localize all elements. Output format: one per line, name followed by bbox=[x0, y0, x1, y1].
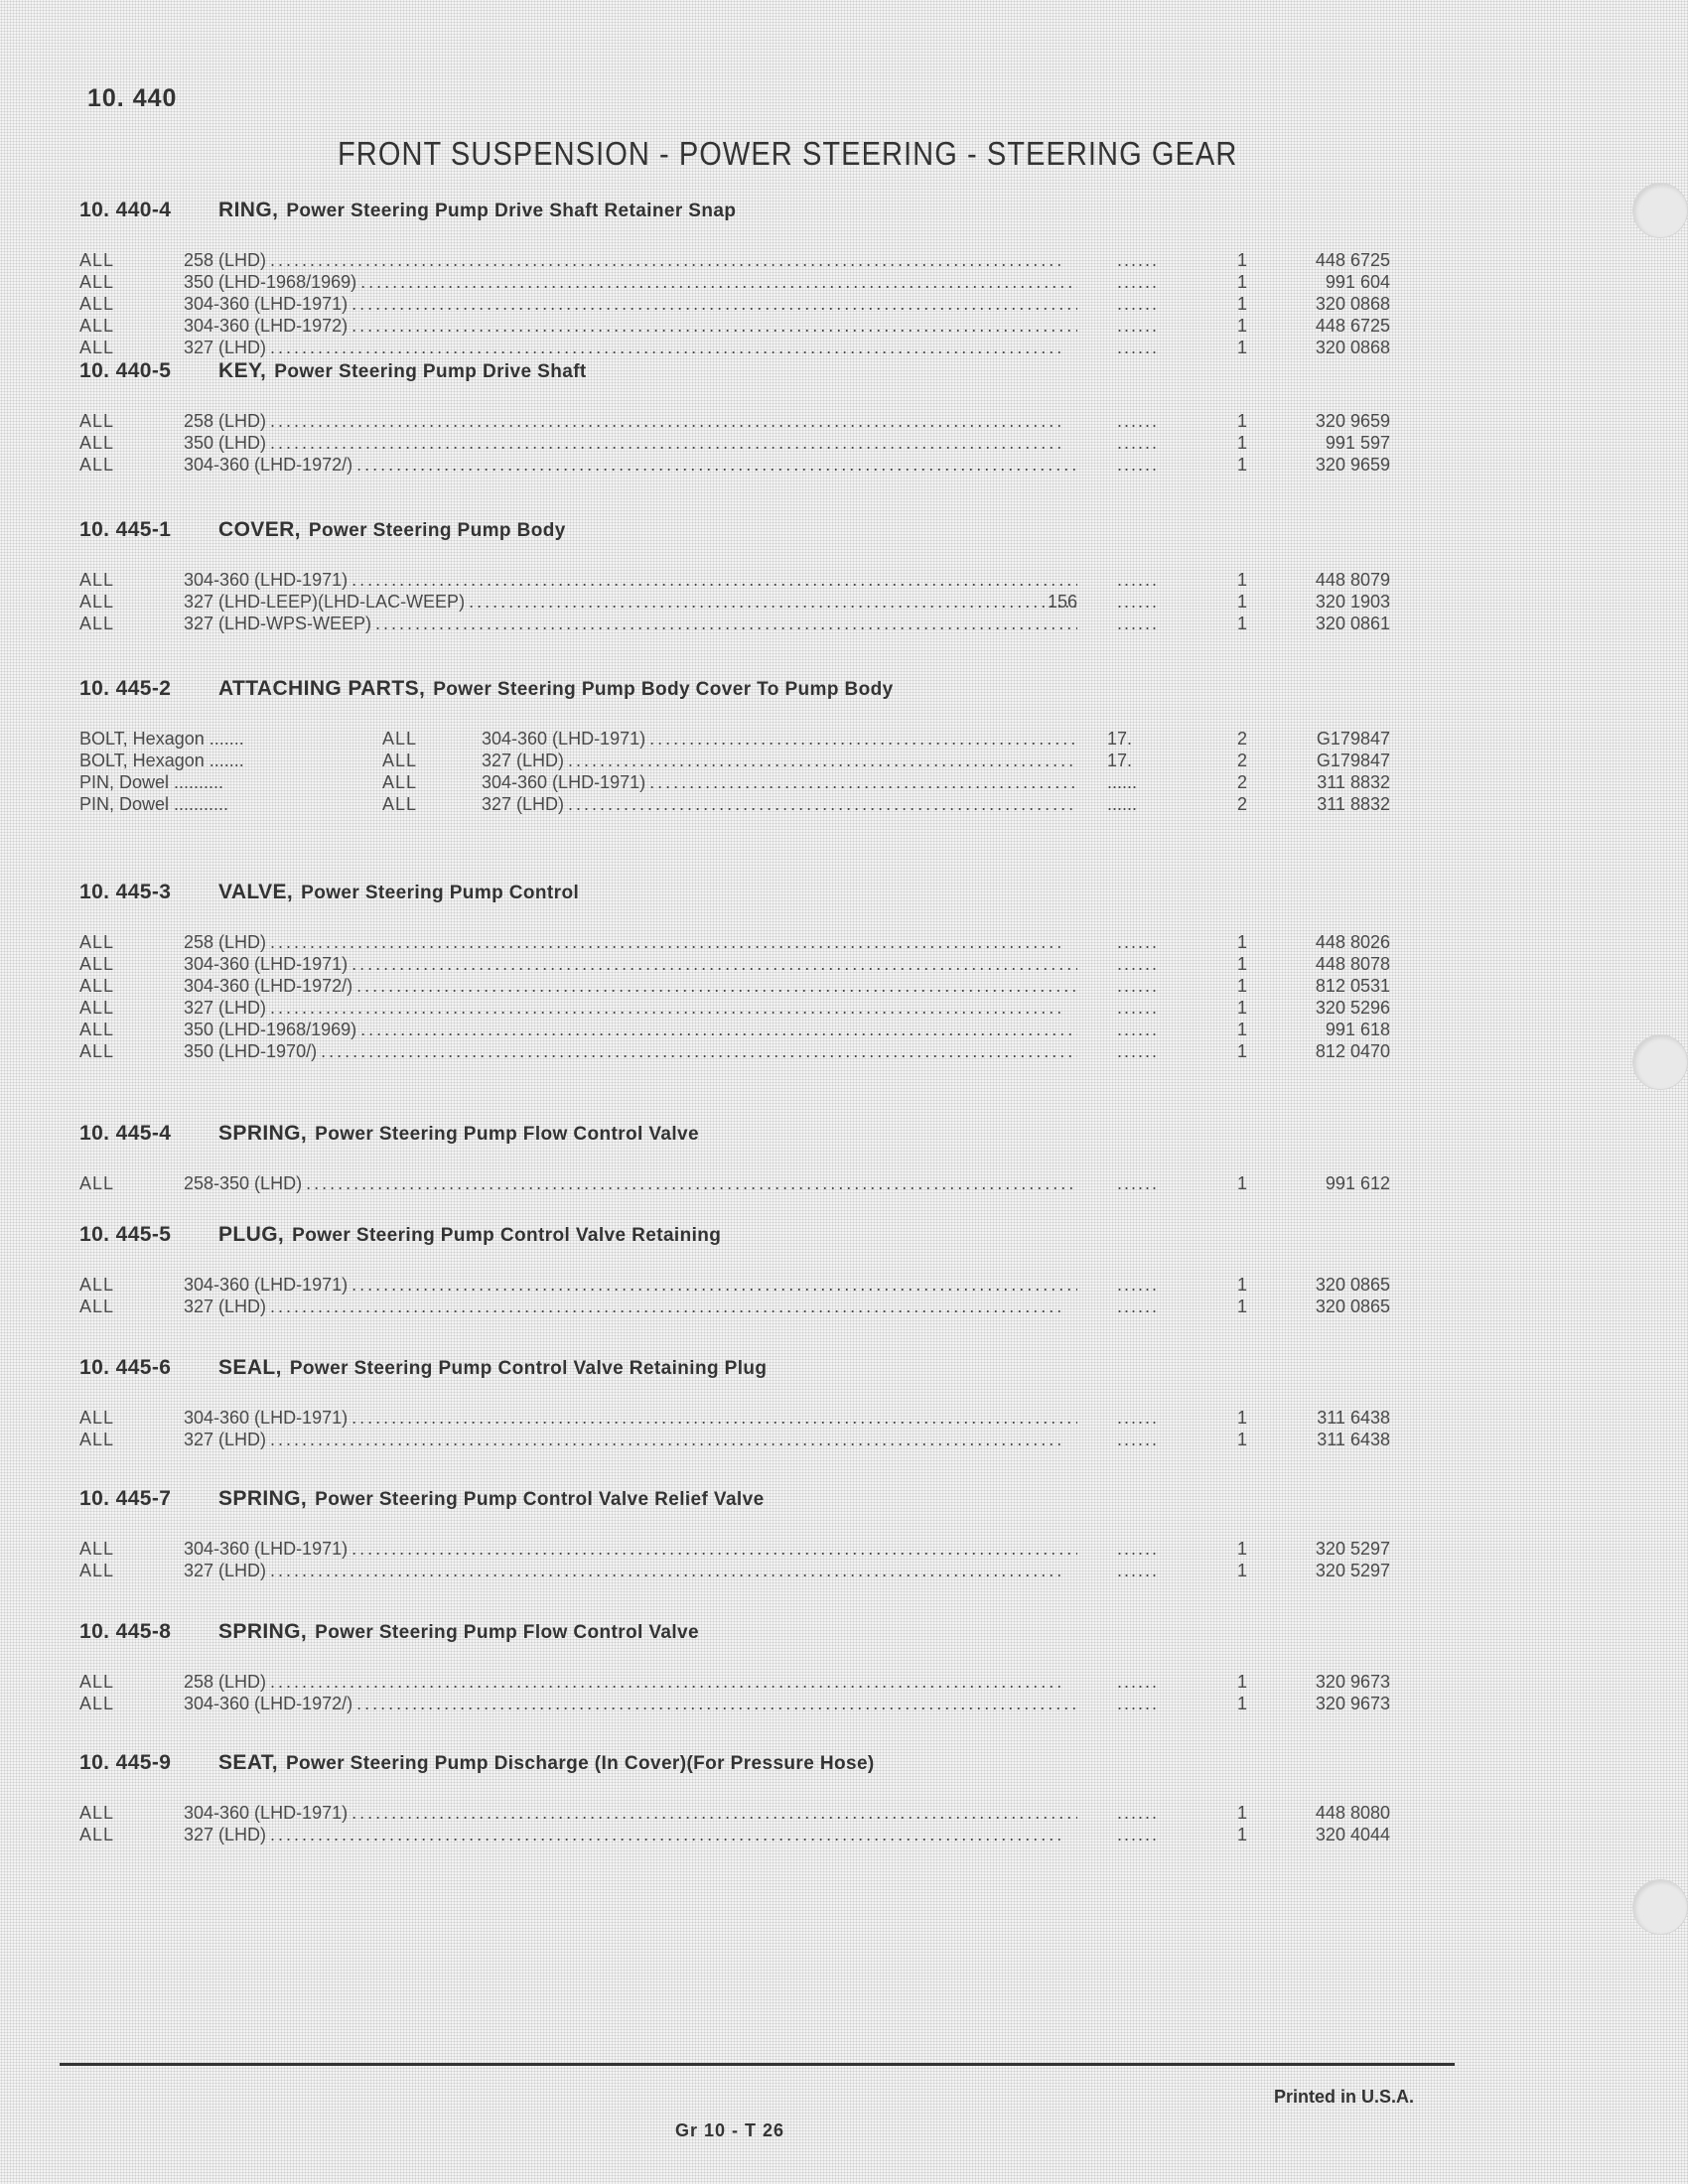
part-number: G179847 bbox=[1316, 729, 1390, 749]
part-row bbox=[0, 751, 1688, 772]
quantity: 1 bbox=[1236, 614, 1247, 633]
part-row bbox=[0, 1539, 1688, 1561]
section-noun: ATTACHING PARTS, bbox=[218, 677, 426, 700]
quantity: 1 bbox=[1236, 976, 1247, 996]
part-row bbox=[0, 1694, 1688, 1715]
part-number: 320 0861 bbox=[1315, 614, 1390, 633]
part-row bbox=[0, 433, 1688, 455]
quantity: 1 bbox=[1236, 1561, 1247, 1580]
quantity: 1 bbox=[1236, 1430, 1247, 1449]
part-row bbox=[0, 1672, 1688, 1694]
model-code: ALL bbox=[79, 272, 115, 292]
part-number: 320 5297 bbox=[1315, 1539, 1390, 1559]
model-code: ALL bbox=[79, 1430, 115, 1449]
illustration-reference: 17. bbox=[1107, 751, 1133, 770]
engine-application: 327 (LHD) . . . bbox=[184, 1561, 1077, 1581]
part-row bbox=[0, 592, 1688, 614]
quantity: 1 bbox=[1236, 1825, 1247, 1844]
quantity: 2 bbox=[1236, 751, 1247, 770]
model-code: ALL bbox=[79, 1173, 115, 1193]
engine-application: 304-360 (LHD-1971) . . . bbox=[482, 772, 1077, 793]
engine-application: 327 (LHD) . . . bbox=[482, 751, 1077, 771]
part-row bbox=[0, 729, 1688, 751]
section-noun: VALVE, bbox=[218, 881, 294, 903]
model-code: ALL bbox=[79, 1297, 115, 1316]
section-header bbox=[79, 359, 587, 383]
part-number: 448 6725 bbox=[1315, 250, 1390, 270]
leader-dots: ...... bbox=[1117, 1020, 1160, 1039]
part-row bbox=[0, 455, 1688, 477]
leader-dots: ...... bbox=[1117, 998, 1160, 1018]
leader-dots: ...... bbox=[1117, 316, 1160, 336]
part-row bbox=[0, 1825, 1688, 1846]
section-code: 10. 445-9 bbox=[79, 1751, 172, 1774]
section-code: 10. 445-4 bbox=[79, 1122, 172, 1145]
part-number: 991 612 bbox=[1325, 1173, 1390, 1193]
engine-application: 304-360 (LHD-1972/) . . . bbox=[184, 1694, 1077, 1714]
section-noun: COVER, bbox=[218, 518, 301, 541]
part-number: 320 9659 bbox=[1315, 455, 1390, 475]
engine-application: 258 (LHD) . . . bbox=[184, 932, 1077, 953]
part-row bbox=[0, 411, 1688, 433]
model-code: ALL bbox=[79, 592, 115, 612]
part-number: 448 8079 bbox=[1315, 570, 1390, 590]
engine-application: 304-360 (LHD-1971) . . . bbox=[184, 570, 1077, 591]
section-noun: SPRING, bbox=[218, 1487, 308, 1510]
leader-dots: ...... bbox=[1117, 1539, 1160, 1559]
section-description: Power Steering Pump Flow Control Valve bbox=[315, 1622, 699, 1643]
engine-application: 327 (LHD) . . . bbox=[482, 794, 1077, 815]
part-number: 320 5296 bbox=[1315, 998, 1390, 1018]
part-number: 448 8080 bbox=[1315, 1803, 1390, 1823]
part-number: 320 1903 bbox=[1315, 592, 1390, 612]
leader-dots: ...... bbox=[1117, 614, 1160, 633]
part-number: 311 8832 bbox=[1317, 772, 1390, 792]
leader-dots: ...... bbox=[1117, 250, 1160, 270]
part-number: 311 8832 bbox=[1317, 794, 1390, 814]
part-name: PIN, Dowel .......... bbox=[79, 772, 224, 792]
engine-application: 327 (LHD) . . . bbox=[184, 1430, 1077, 1450]
part-number: 320 5297 bbox=[1315, 1561, 1390, 1580]
model-code: ALL bbox=[79, 1539, 115, 1559]
section-code: 10. 445-2 bbox=[79, 677, 172, 700]
part-number: 320 0868 bbox=[1315, 294, 1390, 314]
leader-dots: ...... bbox=[1117, 570, 1160, 590]
section-description: Power Steering Pump Discharge (In Cover)(For Pressure Hose) bbox=[285, 1753, 875, 1774]
model-code: ALL bbox=[79, 1041, 115, 1061]
section-header bbox=[79, 518, 566, 542]
leader-dots: ...... bbox=[1117, 1430, 1160, 1449]
part-row bbox=[0, 272, 1688, 294]
quantity: 1 bbox=[1236, 570, 1247, 590]
engine-application: 258 (LHD) . . . bbox=[184, 250, 1077, 271]
part-number: 991 604 bbox=[1325, 272, 1390, 292]
leader-dots: ...... bbox=[1117, 1275, 1160, 1295]
page-reference: Gr 10 - T 26 bbox=[675, 2120, 785, 2140]
section-code: 10. 445-3 bbox=[79, 881, 172, 903]
part-row bbox=[0, 1803, 1688, 1825]
section-header bbox=[79, 1620, 699, 1644]
part-row bbox=[0, 338, 1688, 359]
illustration-reference: 17. bbox=[1107, 729, 1133, 749]
section-description: Power Steering Pump Control Valve Retaining Plug bbox=[289, 1358, 768, 1379]
engine-application: 327 (LHD-LEEP)(LHD-LAC-WEEP) . . . bbox=[184, 592, 1077, 613]
model-code: ALL bbox=[79, 1803, 115, 1823]
quantity: 1 bbox=[1236, 998, 1247, 1018]
section-noun: KEY, bbox=[218, 359, 267, 382]
engine-application: 327 (LHD) . . . bbox=[184, 1297, 1077, 1317]
quantity: 1 bbox=[1236, 1694, 1247, 1713]
section-description: Power Steering Pump Flow Control Valve bbox=[315, 1124, 699, 1145]
quantity: 1 bbox=[1236, 1408, 1247, 1428]
part-name: BOLT, Hexagon ....... bbox=[79, 751, 244, 770]
engine-application: 304-360 (LHD-1972) . . . bbox=[184, 316, 1077, 337]
engine-application: 350 (LHD-1970/) . . . bbox=[184, 1041, 1077, 1062]
quantity: 1 bbox=[1236, 954, 1247, 974]
part-name: PIN, Dowel ........... bbox=[79, 794, 229, 814]
quantity: 1 bbox=[1236, 294, 1247, 314]
leader-dots: ...... bbox=[1117, 1408, 1160, 1428]
part-number: 311 6438 bbox=[1317, 1430, 1390, 1449]
part-row bbox=[0, 1041, 1688, 1063]
section-noun: SEAT, bbox=[218, 1751, 278, 1774]
quantity: 1 bbox=[1236, 1672, 1247, 1692]
quantity: 1 bbox=[1236, 272, 1247, 292]
part-number: 320 9673 bbox=[1315, 1672, 1390, 1692]
leader-dots: ...... bbox=[1117, 954, 1160, 974]
part-row bbox=[0, 1408, 1688, 1430]
part-row bbox=[0, 1561, 1688, 1582]
leader-dots: ...... bbox=[1117, 455, 1160, 475]
punch-hole-bottom bbox=[1632, 1879, 1688, 1935]
quantity: 1 bbox=[1236, 1020, 1247, 1039]
section-description: Power Steering Pump Control Valve Retaining bbox=[292, 1225, 722, 1246]
part-number: 991 618 bbox=[1325, 1020, 1390, 1039]
model-code: ALL bbox=[79, 433, 115, 453]
part-row bbox=[0, 316, 1688, 338]
part-row bbox=[0, 954, 1688, 976]
quantity: 1 bbox=[1236, 1275, 1247, 1295]
section-noun: PLUG, bbox=[218, 1223, 285, 1246]
model-code: ALL bbox=[79, 1020, 115, 1039]
model-code: ALL bbox=[79, 570, 115, 590]
engine-application: 304-360 (LHD-1971) . . . bbox=[184, 1539, 1077, 1560]
engine-application: 350 (LHD) . . . bbox=[184, 433, 1077, 454]
engine-application: 327 (LHD-WPS-WEEP) . . . bbox=[184, 614, 1077, 634]
engine-application: 350 (LHD-1968/1969) . . . bbox=[184, 1020, 1077, 1040]
quantity: 2 bbox=[1236, 772, 1247, 792]
illustration-reference: ...... bbox=[1107, 772, 1138, 792]
model-code: ALL bbox=[79, 1694, 115, 1713]
quantity: 1 bbox=[1236, 592, 1247, 612]
leader-dots: ...... bbox=[1117, 932, 1160, 952]
model-code: ALL bbox=[382, 751, 418, 770]
section-header bbox=[79, 1122, 699, 1146]
leader-dots: ...... bbox=[1117, 1825, 1160, 1844]
engine-application: 327 (LHD) . . . bbox=[184, 338, 1077, 358]
part-number: 448 8026 bbox=[1315, 932, 1390, 952]
engine-application: 258 (LHD) . . . bbox=[184, 1672, 1077, 1693]
leader-dots: ...... bbox=[1117, 1561, 1160, 1580]
part-number: 311 6438 bbox=[1317, 1408, 1390, 1428]
section-description: Power Steering Pump Body bbox=[308, 520, 566, 541]
part-number: 320 0868 bbox=[1315, 338, 1390, 357]
leader-dots: ...... bbox=[1117, 1041, 1160, 1061]
leader-dots: ...... bbox=[1117, 272, 1160, 292]
quantity: 1 bbox=[1236, 1539, 1247, 1559]
part-row bbox=[0, 570, 1688, 592]
model-code: ALL bbox=[79, 294, 115, 314]
engine-application: 304-360 (LHD-1971) . . . bbox=[184, 1803, 1077, 1824]
quantity: 1 bbox=[1236, 250, 1247, 270]
model-code: ALL bbox=[79, 1275, 115, 1295]
model-code: ALL bbox=[79, 1672, 115, 1692]
part-number: 320 4044 bbox=[1315, 1825, 1390, 1844]
model-code: ALL bbox=[79, 250, 115, 270]
part-number: 448 8078 bbox=[1315, 954, 1390, 974]
part-row bbox=[0, 998, 1688, 1020]
quantity: 2 bbox=[1236, 729, 1247, 749]
part-number: 812 0531 bbox=[1315, 976, 1390, 996]
quantity: 1 bbox=[1236, 1041, 1247, 1061]
leader-dots: ...... bbox=[1117, 1297, 1160, 1316]
section-noun: SPRING, bbox=[218, 1620, 308, 1643]
model-code: ALL bbox=[79, 614, 115, 633]
section-description: Power Steering Pump Drive Shaft bbox=[274, 361, 587, 382]
footer-rule bbox=[60, 2063, 1455, 2066]
model-code: ALL bbox=[382, 729, 418, 749]
engine-application: 304-360 (LHD-1972/) . . . bbox=[184, 455, 1077, 476]
section-description: Power Steering Pump Body Cover To Pump Body bbox=[433, 679, 894, 700]
section-code: 10. 440-5 bbox=[79, 359, 172, 382]
part-row bbox=[0, 294, 1688, 316]
model-code: ALL bbox=[79, 411, 115, 431]
model-code: ALL bbox=[79, 1825, 115, 1844]
quantity: 1 bbox=[1236, 455, 1247, 475]
leader-dots: ...... bbox=[1117, 338, 1160, 357]
section-header bbox=[79, 1223, 721, 1247]
part-number: G179847 bbox=[1316, 751, 1390, 770]
part-number: 320 0865 bbox=[1315, 1275, 1390, 1295]
engine-application: 304-360 (LHD-1972/) . . . bbox=[184, 976, 1077, 997]
part-row bbox=[0, 1275, 1688, 1297]
part-number: 991 597 bbox=[1325, 433, 1390, 453]
model-code: ALL bbox=[382, 794, 418, 814]
leader-dots: ...... bbox=[1117, 411, 1160, 431]
engine-application: 327 (LHD) . . . bbox=[184, 998, 1077, 1019]
engine-application: 350 (LHD-1968/1969) . . . bbox=[184, 272, 1077, 293]
engine-application: 304-360 (LHD-1971) . . . bbox=[184, 954, 1077, 975]
quantity: 1 bbox=[1236, 1297, 1247, 1316]
punch-hole-top bbox=[1632, 183, 1688, 238]
quantity: 2 bbox=[1236, 794, 1247, 814]
section-header bbox=[79, 199, 736, 222]
section-code: 10. 445-6 bbox=[79, 1356, 172, 1379]
section-description: Power Steering Pump Drive Shaft Retainer Snap bbox=[286, 201, 737, 221]
engine-application: 304-360 (LHD-1971) . . . bbox=[184, 1408, 1077, 1429]
part-row bbox=[0, 1020, 1688, 1041]
section-header bbox=[79, 677, 894, 701]
part-number: 812 0470 bbox=[1315, 1041, 1390, 1061]
section-code: 10. 445-8 bbox=[79, 1620, 172, 1643]
engine-application: 327 (LHD) . . . bbox=[184, 1825, 1077, 1845]
page-number: 10. 440 bbox=[87, 84, 178, 112]
leader-dots: ...... bbox=[1117, 1173, 1160, 1193]
part-row bbox=[0, 976, 1688, 998]
engine-application: 304-360 (LHD-1971) . . . bbox=[184, 1275, 1077, 1296]
section-code: 10. 445-1 bbox=[79, 518, 172, 541]
model-code: ALL bbox=[79, 1408, 115, 1428]
quantity: 1 bbox=[1236, 316, 1247, 336]
section-description: Power Steering Pump Control Valve Relief Valve bbox=[315, 1489, 765, 1510]
illustration-reference: ...... bbox=[1107, 794, 1138, 814]
section-noun: RING, bbox=[218, 199, 279, 221]
part-number: 320 9673 bbox=[1315, 1694, 1390, 1713]
section-header bbox=[79, 1356, 767, 1380]
leader-dots: ...... bbox=[1117, 433, 1160, 453]
part-row bbox=[0, 794, 1688, 816]
model-code: ALL bbox=[79, 998, 115, 1018]
leader-dots: ...... bbox=[1117, 294, 1160, 314]
leader-dots: ...... bbox=[1117, 1694, 1160, 1713]
section-header bbox=[79, 1487, 765, 1511]
part-row bbox=[0, 1297, 1688, 1318]
part-row bbox=[0, 614, 1688, 635]
part-row bbox=[0, 772, 1688, 794]
model-code: ALL bbox=[79, 954, 115, 974]
illustration-reference: 156 bbox=[1047, 592, 1077, 612]
part-row bbox=[0, 932, 1688, 954]
part-row bbox=[0, 250, 1688, 272]
quantity: 1 bbox=[1236, 932, 1247, 952]
section-code: 10. 445-5 bbox=[79, 1223, 172, 1246]
part-name: BOLT, Hexagon ....... bbox=[79, 729, 244, 749]
page-title: FRONT SUSPENSION - POWER STEERING - STEERING GEAR bbox=[338, 135, 1238, 172]
model-code: ALL bbox=[79, 1561, 115, 1580]
part-row bbox=[0, 1173, 1688, 1195]
part-number: 448 6725 bbox=[1315, 316, 1390, 336]
quantity: 1 bbox=[1236, 1173, 1247, 1193]
printed-in-usa: Printed in U.S.A. bbox=[1274, 2087, 1415, 2107]
quantity: 1 bbox=[1236, 411, 1247, 431]
engine-application: 304-360 (LHD-1971) . . . bbox=[482, 729, 1077, 750]
engine-application: 304-360 (LHD-1971) . . . bbox=[184, 294, 1077, 315]
leader-dots: ...... bbox=[1117, 592, 1160, 612]
model-code: ALL bbox=[79, 932, 115, 952]
section-header bbox=[79, 881, 579, 904]
part-number: 320 9659 bbox=[1315, 411, 1390, 431]
section-noun: SEAL, bbox=[218, 1356, 282, 1379]
engine-application: 258 (LHD) . . . bbox=[184, 411, 1077, 432]
part-number: 320 0865 bbox=[1315, 1297, 1390, 1316]
section-code: 10. 440-4 bbox=[79, 199, 172, 221]
engine-application: 258-350 (LHD) . . . bbox=[184, 1173, 1077, 1194]
model-code: ALL bbox=[79, 455, 115, 475]
leader-dots: ...... bbox=[1117, 976, 1160, 996]
section-noun: SPRING, bbox=[218, 1122, 308, 1145]
section-code: 10. 445-7 bbox=[79, 1487, 172, 1510]
quantity: 1 bbox=[1236, 433, 1247, 453]
section-header bbox=[79, 1751, 875, 1775]
quantity: 1 bbox=[1236, 338, 1247, 357]
leader-dots: ...... bbox=[1117, 1672, 1160, 1692]
quantity: 1 bbox=[1236, 1803, 1247, 1823]
section-description: Power Steering Pump Control bbox=[301, 883, 580, 903]
part-row bbox=[0, 1430, 1688, 1451]
model-code: ALL bbox=[79, 316, 115, 336]
model-code: ALL bbox=[79, 976, 115, 996]
model-code: ALL bbox=[79, 338, 115, 357]
leader-dots: ...... bbox=[1117, 1803, 1160, 1823]
model-code: ALL bbox=[382, 772, 418, 792]
